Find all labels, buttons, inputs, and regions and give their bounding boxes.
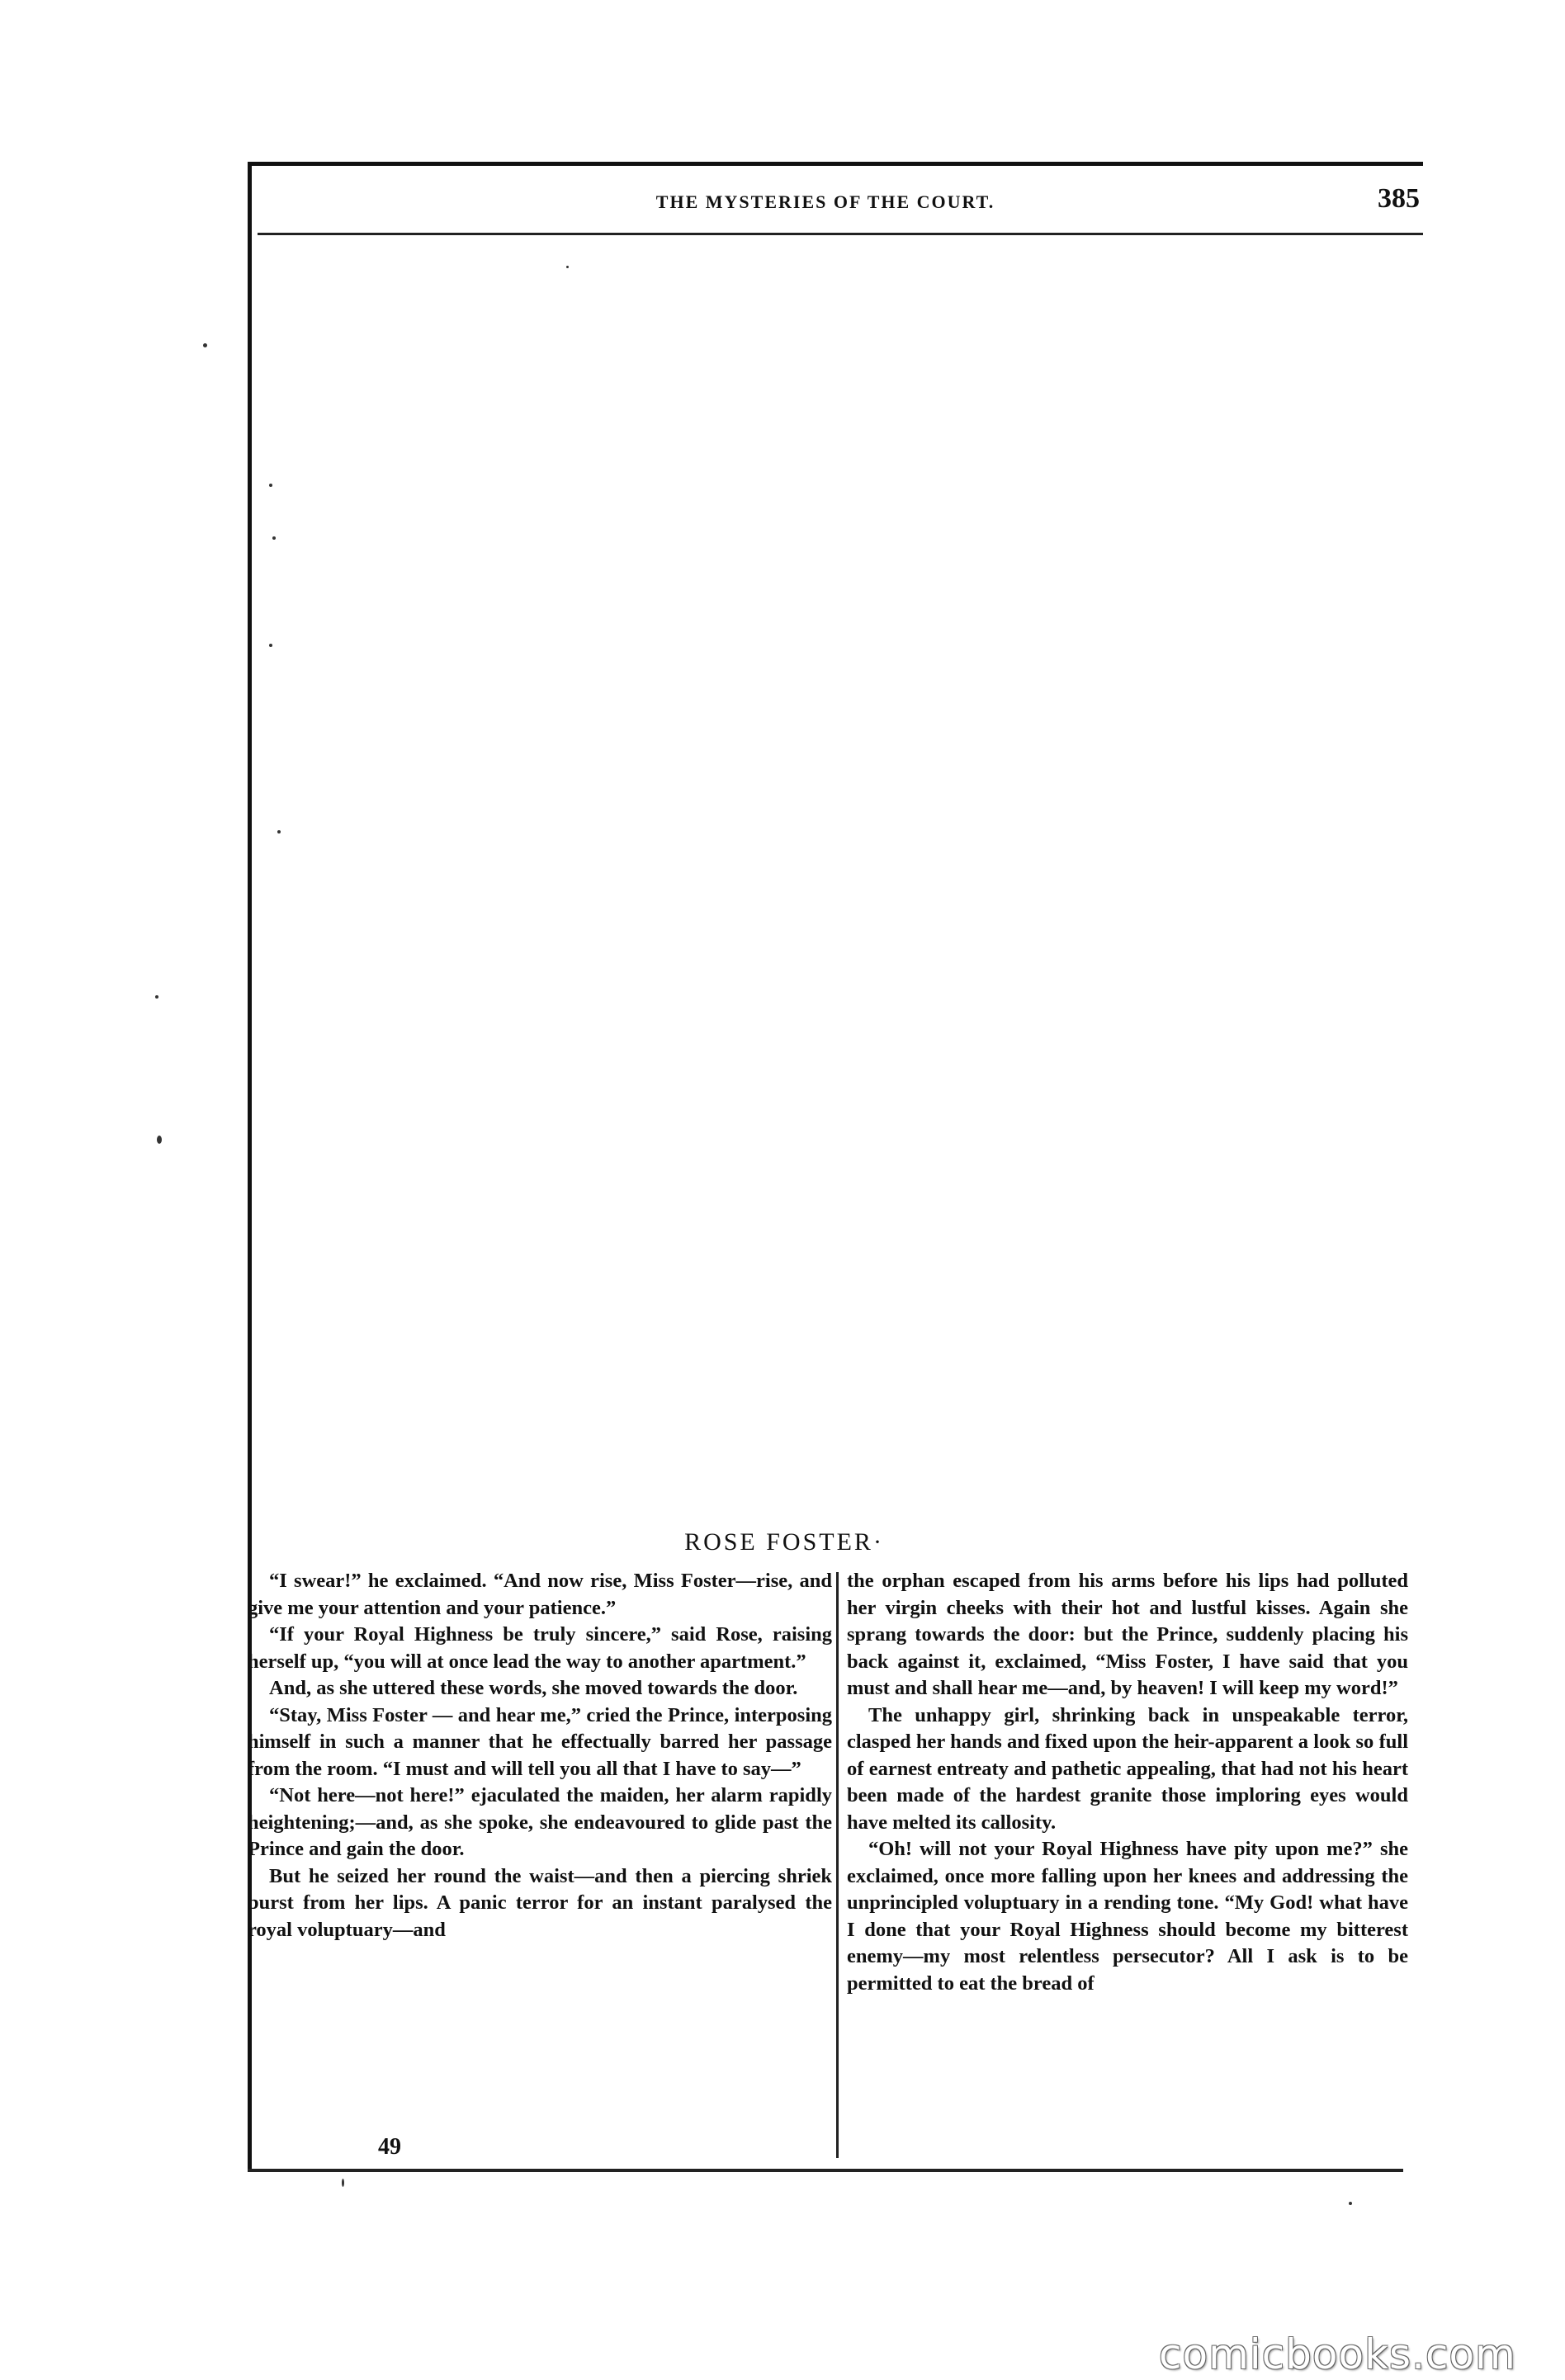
- speck: [566, 266, 569, 268]
- paragraph: “Oh! will not your Royal Highness have pity upon me?” she exclaimed, once more falling upon her knees and addressing the unprincipled voluptuary in a rending tone. “My God! what have I done that your Royal Highness should become my bitterest enemy—my most relentless persecutor? All I ask is to be permitted to eat the bread of: [847, 1838, 1408, 1995]
- watermark: comicbooks.com: [1159, 2330, 1516, 2378]
- paragraph: “If your Royal Highness be truly sincere,” said Rose, raising herself up, “you will at once lead the way to another apartment.”: [248, 1623, 832, 1673]
- column-divider: [836, 1572, 839, 2158]
- illustration-caption: ROSE FOSTER·: [684, 1528, 884, 1556]
- frame-bottom-rule: [248, 2169, 1403, 2172]
- running-head: THE MYSTERIES OF THE COURT.: [655, 191, 995, 212]
- paragraph: the orphan escaped from his arms before his lips had polluted her virgin cheeks with their hot and lustful kisses. Again she sprang towards the door: but the Prince, suddenly placing his back against it, exclaimed, “Miss Foster, I have said that you must and shall hear me—and, by heaven! I will keep my word!”: [847, 1570, 1408, 1699]
- speck: [277, 830, 281, 833]
- speck: [1349, 2202, 1352, 2205]
- paragraph: But he seized her round the waist—and then a piercing shriek burst from her lips. A panic terror for an instant paralysed the royal voluptuary—and: [248, 1864, 832, 1941]
- speck: [342, 2179, 344, 2187]
- speck: [157, 1136, 162, 1144]
- illustration-area: [264, 248, 1411, 1510]
- signature-mark: 49: [378, 2134, 401, 2160]
- speck: [155, 995, 158, 999]
- speck: [269, 644, 272, 647]
- right-column: [847, 1568, 1408, 1997]
- paragraph: “Not here—not here!” ejaculated the maiden, her alarm rapidly heightening;—and, as she spoke, she endeavoured to glide past the Prince and gain the door.: [248, 1784, 832, 1860]
- paragraph: The unhappy girl, shrinking back in unspeakable terror, clasped her hands and fixed upon the heir-apparent a look so full of earnest entreaty and pathetic appealing, that had not his heart been made of the hardest granite those imploring eyes would have melted its callosity.: [847, 1703, 1408, 1834]
- speck: [272, 536, 276, 540]
- paragraph: “Stay, Miss Foster — and hear me,” cried the Prince, interposing himself in such a manner that he effectually barred her passage from the room. “I must and will tell you all that I have to say—”: [248, 1703, 832, 1780]
- frame-top-rule: [248, 162, 1423, 166]
- speck: [203, 343, 207, 347]
- paragraph: And, as she uttered these words, she moved towards the door.: [269, 1677, 798, 1699]
- page-number: 385: [1378, 183, 1420, 214]
- paragraph: “I swear!” he exclaimed. “And now rise, Miss Foster—rise, and give me your attention and your patience.”: [248, 1570, 832, 1619]
- speck: [269, 484, 272, 487]
- left-column: [248, 1568, 832, 1943]
- header-rule: [258, 233, 1423, 235]
